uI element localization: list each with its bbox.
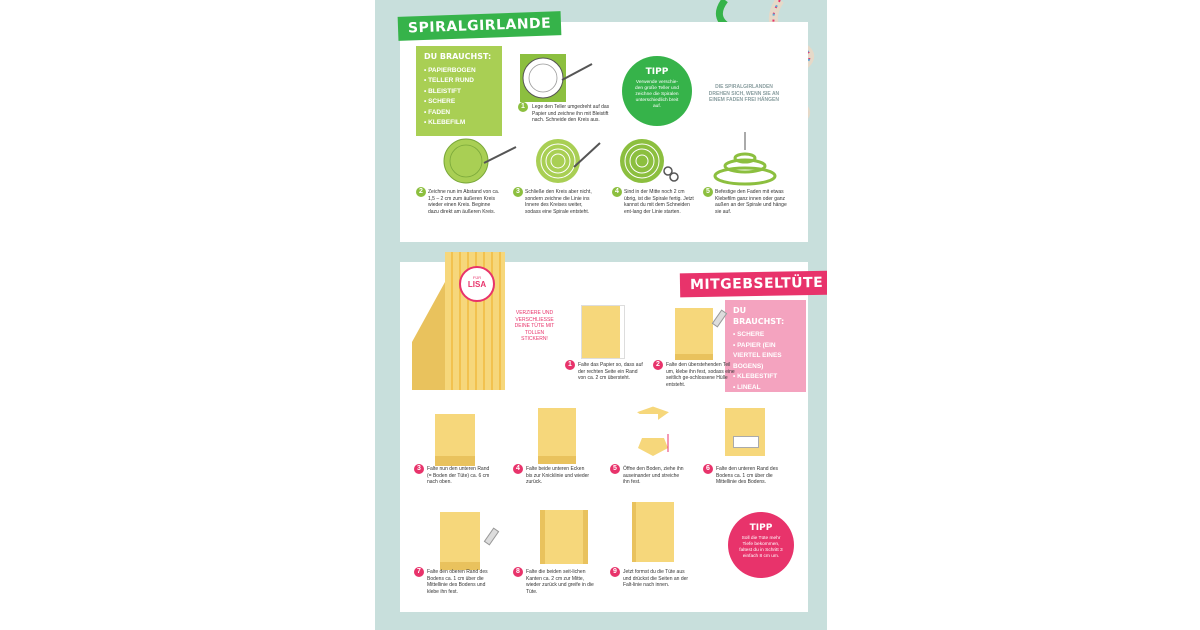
tip-title: TIPP: [645, 67, 669, 77]
favor-bag-title: MITGEBSELTÜTE: [680, 271, 827, 298]
step-instruction: Jetzt formst du die Tüte aus und drückst die Seiten an der Falt-linie nach innen.: [623, 569, 689, 588]
material-item: • TELLER RUND: [424, 77, 474, 84]
step-instruction: Falte die beiden seit-lichen Kanten ca. 2 cm zur Mitte, wieder zurück und greife in die Tüte.: [526, 569, 594, 595]
instruction-page: [375, 0, 827, 630]
step-number-badge: 5: [610, 464, 620, 474]
tip-text: Verwende verschie-den große Teller und zeichne die Spiralen unterschiedlich breit auf.: [635, 80, 679, 109]
material-item: • BLEISTIFT: [424, 87, 461, 95]
step-instruction: Befestige den Faden mit etwas Klebefilm ganz innen oder ganz außen an der Spirale und hänge sie auf.: [715, 189, 787, 215]
glued-sleeve-illustration: [675, 308, 713, 360]
bag-side-shadow: [412, 282, 446, 392]
step-instruction: Falte beide unteren Ecken bis zur Knicklinie und wieder zurück.: [526, 466, 590, 485]
step-instruction: Zeichne nun im Abstand von ca. 1,5 – 2 cm zum äußeren Kreis wieder einen Kreis. Beginne dazu direkt am äußeren Kreis.: [428, 189, 500, 215]
material-item: • LINEAL: [733, 383, 761, 391]
step-number-badge: 4: [612, 187, 622, 197]
step-number-badge: 9: [610, 567, 620, 577]
glue-bottom-illustration: [440, 512, 480, 570]
step-number-badge: 6: [703, 464, 713, 474]
bag-tip-badge: [728, 512, 794, 578]
fold-side-edges-illustration: [540, 510, 588, 564]
step-number-badge: 1: [565, 360, 575, 370]
finished-bag-illustration: [445, 252, 505, 390]
hanging-spiral-illustration: [710, 132, 780, 187]
spiral-garland-panel: [400, 15, 808, 242]
material-item: • PAPIER (EIN VIERTEL EINES BOGENS): [733, 341, 782, 370]
spiral-hanging-note: DIE SPIRALGIRLANDEN DREHEN SICH, WENN SIE AN EINEM FADEN FREI HÄNGEN: [708, 84, 780, 103]
step-instruction: Falte den unteren Rand des Bodens ca. 1 cm über die Mittellinie des Bodens.: [716, 466, 778, 485]
circle-on-paper-illustration: [440, 137, 520, 187]
plate-on-paper-illustration: [518, 52, 598, 107]
glue-stick-icon: [484, 528, 499, 546]
step-instruction: Schließe den Kreis aber nicht, sondern zeichne die Linie ins Innere des Kreises weiter, sodass eine Spirale entsteht.: [525, 189, 592, 215]
folded-paper-illustration: [582, 306, 624, 358]
step-instruction: Falte den oberen Rand des Bodens ca. 1 cm über die Mittellinie des Bodens und klebe ihn fest.: [427, 569, 488, 595]
step-instruction: Lege den Teller umgedreht auf das Papier und zeichne ihn mit Bleistift nach. Schneide den Kreis aus.: [532, 104, 610, 123]
bag-label-small: FÜR: [472, 275, 482, 280]
favor-bag-panel: [400, 262, 824, 612]
bag-label-sticker: [459, 266, 495, 302]
step-number-badge: 7: [414, 567, 424, 577]
step-instruction: Falte das Papier so, dass auf der rechten Seite ein Rand von ca. 2 cm übersteht.: [578, 362, 643, 381]
step-number-badge: 3: [414, 464, 424, 474]
step-instruction: Öffne den Boden, ziehe ihn auseinander und streiche ihn fest.: [623, 466, 684, 485]
material-item: • SCHERE: [733, 331, 765, 338]
spiral-cutting-illustration: [618, 137, 688, 187]
shaped-bag-illustration: [632, 502, 674, 562]
fold-bottom-illustration: [435, 414, 475, 466]
bag-materials-title: DU BRAUCHST:: [733, 306, 785, 326]
spiral-drawing-illustration: [534, 137, 604, 187]
step-number-badge: 2: [416, 187, 426, 197]
bag-sticker-note: VERZIERE UND VERSCHLIESSE DEINE TÜTE MIT TOLLEN STICKERN!: [514, 310, 555, 342]
fold-bottom-edge-illustration: [725, 408, 765, 456]
material-item: • KLEBEFILM: [424, 119, 466, 126]
tip-title: TIPP: [749, 523, 773, 533]
material-item: • FADEN: [424, 108, 451, 116]
step-number-badge: 1: [518, 102, 528, 112]
open-bottom-illustration: [628, 404, 678, 464]
step-number-badge: 3: [513, 187, 523, 197]
step-instruction: Falte den überstehenden Teil um, klebe ihn fest, sodass eine seitlich ge-schlossene Hülle entsteht.: [666, 362, 735, 388]
step-number-badge: 5: [703, 187, 713, 197]
step-number-badge: 4: [513, 464, 523, 474]
material-item: • KLEBESTIFT: [733, 373, 778, 380]
spiral-materials-title: DU BRAUCHST:: [424, 52, 492, 61]
tip-text: Soll die Tüte mehr Tiefe bekommen, faltest du in Schritt 3 einfach 8 cm um.: [739, 536, 783, 559]
spiral-materials-box: [416, 46, 502, 136]
bag-label-name: LISA: [467, 280, 487, 289]
step-instruction: Sind in der Mitte noch 2 cm übrig, ist die Spirale fertig. Jetzt kannst du mit dem Schneiden ent-lang der Linie starten.: [624, 189, 694, 215]
material-item: • PAPIERBOGEN: [424, 66, 476, 74]
fold-corners-illustration: [538, 408, 576, 464]
step-instruction: Falte nun den unteren Rand (= Boden der Tüte) ca. 6 cm nach oben.: [427, 466, 490, 485]
spiral-tip-badge: [622, 56, 692, 126]
bag-bottom-flap: [733, 436, 759, 448]
spiral-garland-title: SPIRALGIRLANDE: [398, 11, 562, 41]
step-number-badge: 8: [513, 567, 523, 577]
material-item: • SCHERE: [424, 98, 456, 105]
step-number-badge: 2: [653, 360, 663, 370]
